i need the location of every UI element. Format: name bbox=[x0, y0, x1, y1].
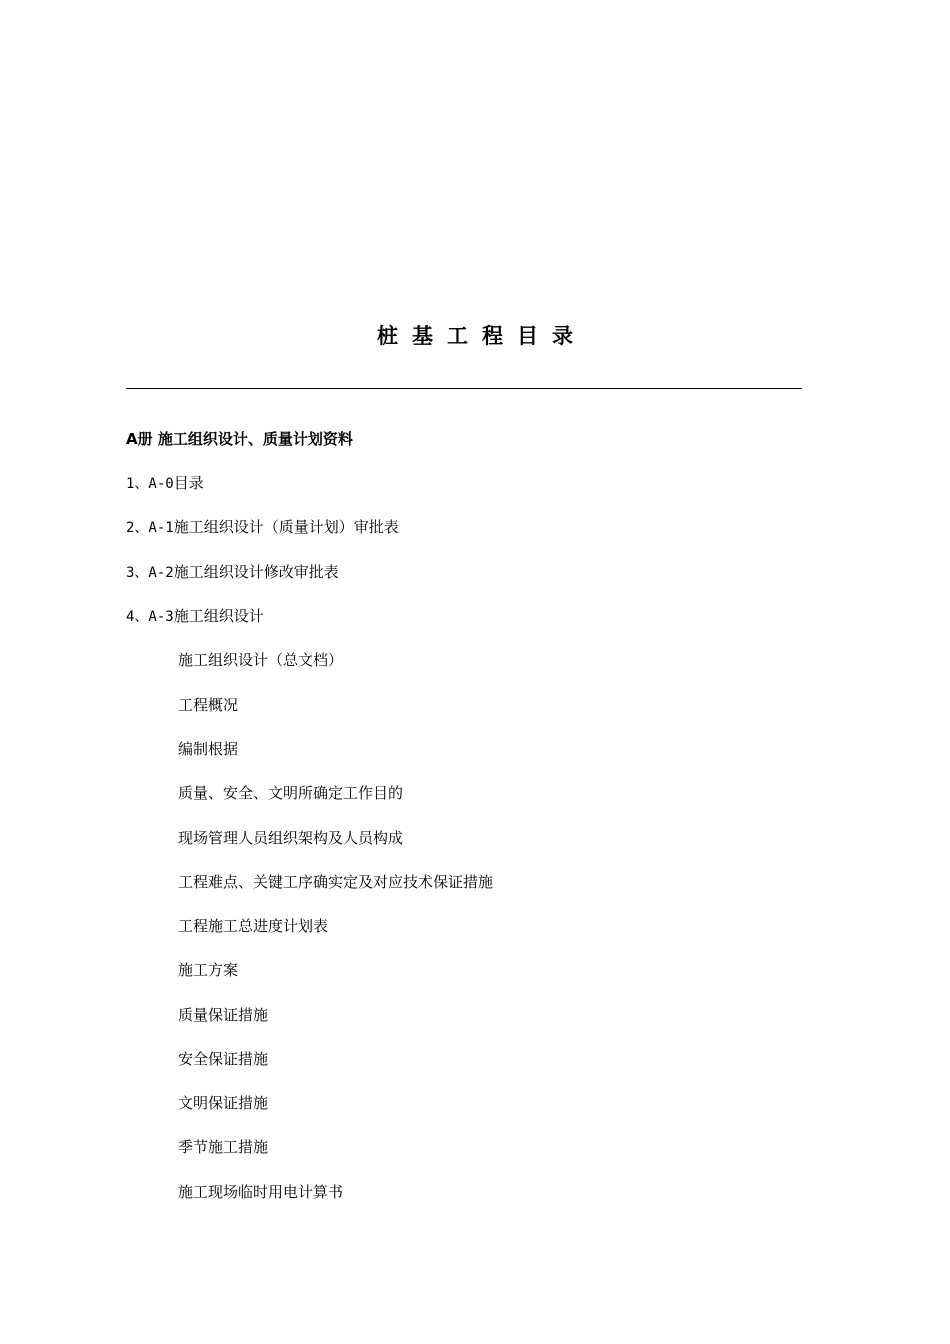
toc-item-text: 目录 bbox=[173, 474, 204, 492]
toc-subitem: 质量、安全、文明所确定工作目的 bbox=[178, 784, 404, 802]
toc-subitem: 施工组织设计（总文档） bbox=[178, 651, 344, 669]
toc-item-text: 施工组织设计（质量计划）审批表 bbox=[173, 518, 399, 536]
toc-item bbox=[126, 515, 399, 540]
toc-subitem: 工程概况 bbox=[178, 696, 239, 714]
title-divider bbox=[126, 388, 802, 389]
toc-subitem: 质量保证措施 bbox=[178, 1006, 269, 1024]
toc-subitem: 安全保证措施 bbox=[178, 1050, 269, 1068]
page-title: 桩基工程目录 bbox=[377, 324, 587, 348]
toc-subitem: 文明保证措施 bbox=[178, 1094, 269, 1112]
toc-item-text: 施工组织设计 bbox=[173, 607, 264, 625]
toc-item-number: 1、A-0 bbox=[126, 476, 174, 492]
toc-item-number: 2、A-1 bbox=[126, 520, 174, 536]
toc-item-number: 4、A-3 bbox=[126, 609, 174, 625]
toc-subitem: 现场管理人员组织架构及人员构成 bbox=[178, 829, 404, 847]
volume-heading: A册 施工组织设计、质量计划资料 bbox=[126, 430, 353, 448]
toc-item bbox=[126, 471, 204, 496]
toc-subitem: 工程施工总进度计划表 bbox=[178, 917, 329, 935]
toc-subitem: 编制根据 bbox=[178, 740, 239, 758]
toc-item-number: 3、A-2 bbox=[126, 565, 174, 581]
toc-item bbox=[126, 560, 339, 585]
toc-subitem: 工程难点、关键工序确实定及对应技术保证措施 bbox=[178, 873, 494, 891]
toc-item bbox=[126, 604, 264, 629]
toc-subitem: 季节施工措施 bbox=[178, 1138, 269, 1156]
toc-subitem: 施工现场临时用电计算书 bbox=[178, 1183, 344, 1201]
toc-subitem: 施工方案 bbox=[178, 961, 239, 979]
toc-item-text: 施工组织设计修改审批表 bbox=[173, 563, 339, 581]
